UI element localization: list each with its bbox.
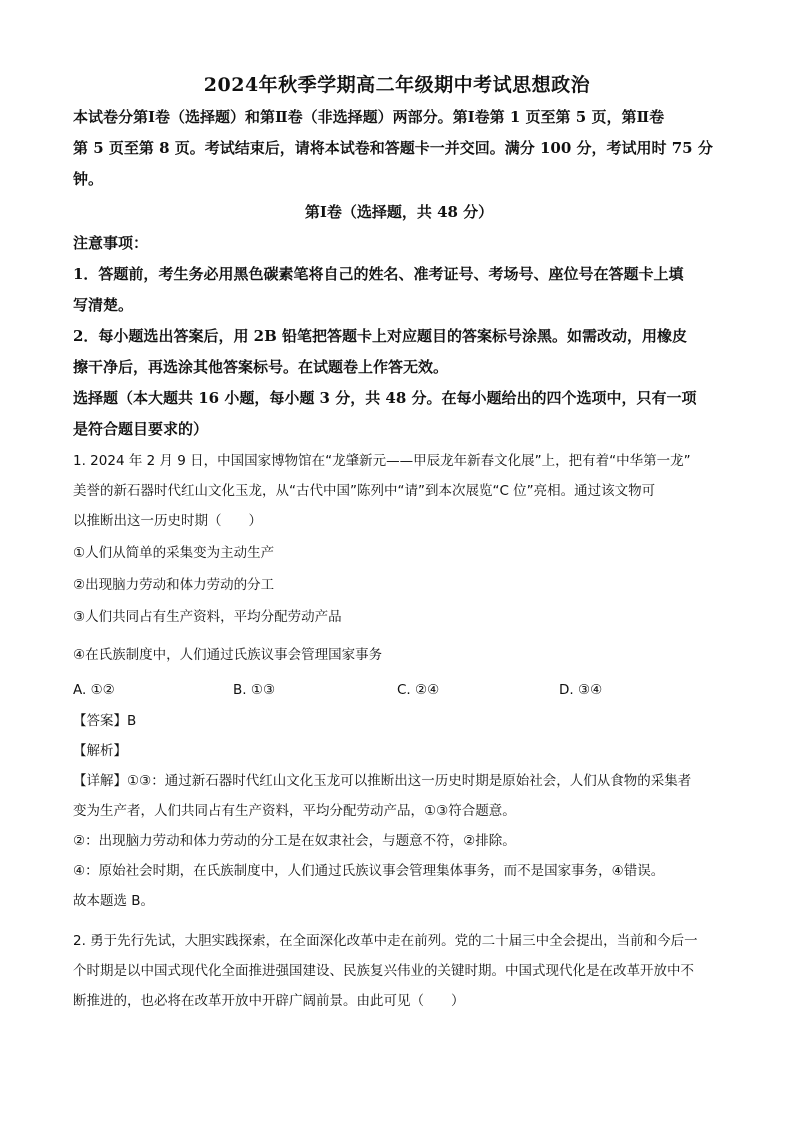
option-d: D. ③④ (559, 682, 603, 698)
answer-label: 【答案】B (73, 713, 137, 729)
question-stem: 2. 勇于先行先试，大胆实践探索，在全面深化改革中走在前列。党的二十届三中全会提出，当前和今后一 (73, 933, 698, 949)
question-stem: 美誉的新石器时代红山文化玉龙，从“古代中国”陈列中“请”到本次展览“C 位”亮相。通过该文物可 (73, 483, 656, 499)
exam-title: 2024年秋季学期高二年级期中考试思想政治 (203, 74, 591, 96)
statement-4: ④在氏族制度中，人们通过氏族议事会管理国家事务 (73, 647, 383, 663)
question-stem: 断推进的，也必将在改革开放中开辟广阔前景。由此可见（ ） (73, 993, 465, 1009)
intro-line: 钟。 (73, 170, 104, 188)
notice-block (73, 228, 725, 445)
intro-line: 本试卷分第Ⅰ卷（选择题）和第Ⅱ卷（非选择题）两部分。第Ⅰ卷第 1 页至第 5 页，第Ⅱ卷 (73, 108, 665, 126)
question-1 (73, 446, 725, 670)
question-2 (73, 926, 725, 1016)
option-c: C. ②④ (397, 682, 440, 698)
analysis-detail: 变为生产者，人们共同占有生产资料，平均分配劳动产品，①③符合题意。 (73, 803, 516, 819)
notice-item: 2．每小题选出答案后，用 2B 铅笔把答题卡上对应题目的答案标号涂黑。如需改动，用橡皮 (73, 327, 688, 345)
answer-analysis (73, 706, 725, 916)
analysis-label: 【解析】 (73, 743, 127, 759)
choice-intro: 选择题（本大题共 16 小题，每小题 3 分，共 48 分。在每小题给出的四个选项中，只有一项 (73, 389, 697, 407)
analysis-detail: ②：出现脑力劳动和体力劳动的分工是在奴隶社会，与题意不符，②排除。 (73, 833, 516, 849)
intro-line: 第 5 页至第 8 页。考试结束后，请将本试卷和答题卡一并交回。满分 100 分，考试用时 75 分 (73, 139, 713, 157)
option-b: B. ①③ (233, 682, 276, 698)
exam-intro (73, 102, 725, 195)
notice-item: 写清楚。 (73, 296, 134, 314)
question-stem: 以推断出这一历史时期（ ） (73, 513, 262, 529)
question-stem: 个时期是以中国式现代化全面推进强国建设、民族复兴伟业的关键时期。中国式现代化是在改革开放中不 (73, 963, 694, 979)
options-row (73, 675, 725, 705)
statement-2: ②出现脑力劳动和体力劳动的分工 (73, 577, 275, 593)
statement-1: ①人们从简单的采集变为主动生产 (73, 545, 275, 561)
analysis-detail: ④：原始社会时期，在氏族制度中，人们通过氏族议事会管理集体事务，而不是国家事务，④错误。 (73, 863, 665, 879)
question-stem: 1. 2024 年 2 月 9 日，中国国家博物馆在“龙肇新元——甲辰龙年新春文化展”上，把有着“中华第一龙” (73, 453, 691, 469)
analysis-detail: 【详解】①③：通过新石器时代红山文化玉龙可以推断出这一历史时期是原始社会，人们从食物的采集者 (73, 773, 692, 789)
notice-item: 擦干净后，再选涂其他答案标号。在试题卷上作答无效。 (73, 358, 449, 376)
statement-3: ③人们共同占有生产资料，平均分配劳动产品 (73, 609, 342, 625)
option-a: A. ①② (73, 682, 115, 698)
analysis-conclusion: 故本题选 B。 (73, 893, 155, 909)
section-title: 第Ⅰ卷（选择题，共 48 分） (304, 203, 494, 221)
notice-item: 1．答题前，考生务必用黑色碳素笔将自己的姓名、准考证号、考场号、座位号在答题卡上填 (73, 265, 684, 283)
notice-heading: 注意事项： (73, 234, 149, 252)
choice-intro: 是符合题目要求的） (73, 420, 209, 438)
